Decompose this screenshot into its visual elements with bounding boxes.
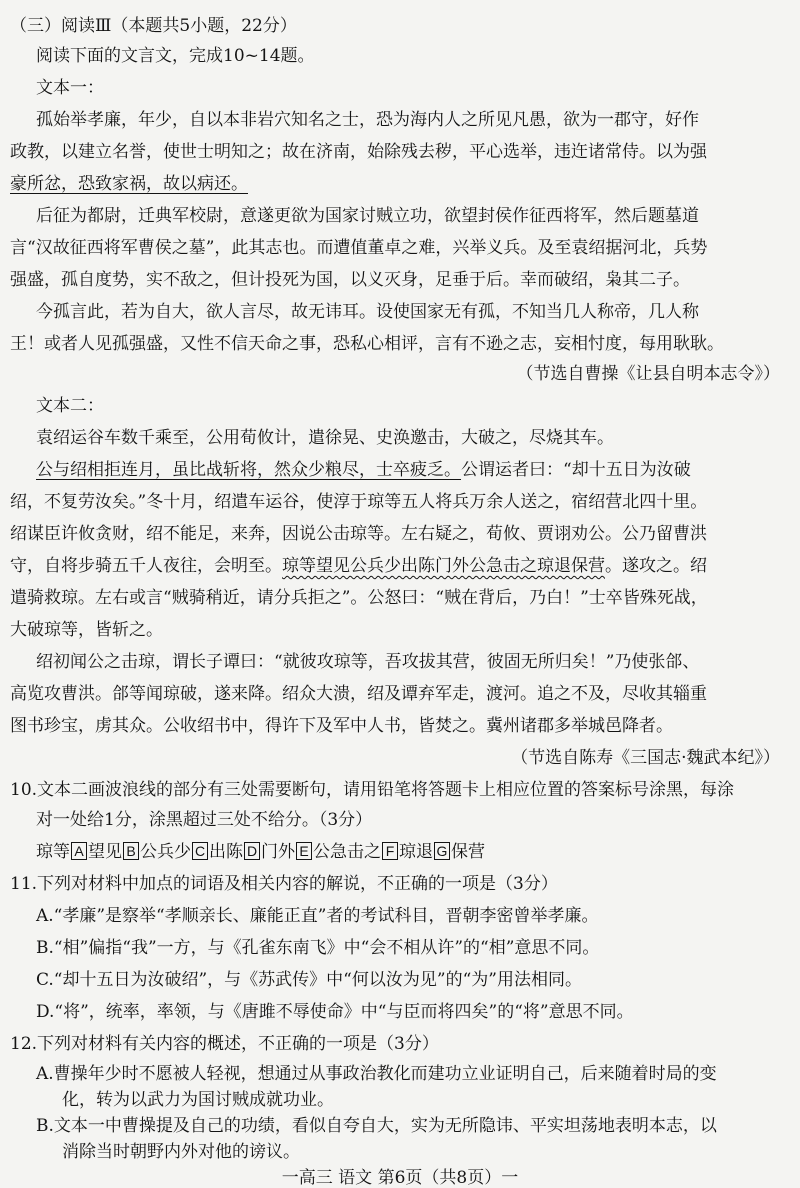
text2-label: 文本二： — [36, 396, 104, 416]
q10-stem: 10.文本二画波浪线的部分有三处需要断句，请用铅笔将答题卡上相应位置的答案标号涂黑，每涂 — [10, 780, 735, 800]
section-header: （三）阅读Ⅲ（本题共5小题，22分） — [10, 16, 297, 36]
option-box-g[interactable]: G — [434, 842, 450, 860]
text2-line: 绍，不复劳汝矣。”冬十月，绍遣车运谷，使淳于琼等五人将兵万余人送之，宿绍营北四十里。 — [10, 492, 708, 512]
text1-line: 孤始举孝廉，年少，自以本非岩穴知名之士，恐为海内人之所见凡愚，欲为一郡守，好作 — [36, 110, 699, 130]
option-box-f[interactable]: F — [382, 842, 398, 860]
text2-line: 公与绍相拒连月，虽比战斩将，然众少粮尽，士卒疲乏。公谓运者曰：“却十五日为汝破 — [36, 460, 691, 480]
instruction: 阅读下面的文言文，完成10~14题。 — [36, 46, 315, 66]
q11-option-d: D.“将”，统率，率领，与《唐雎不辱使命》中“与臣而将四矣”的“将”意思不同。 — [36, 1002, 634, 1022]
q12-option-b: B.文本一中曹操提及自己的功绩，看似自夸自大，实为无所隐讳、平实坦荡地表明本志，以 — [36, 1116, 717, 1136]
text1-line: 后征为都尉，迁典军校尉，意遂更欲为国家讨贼立功，欲望封侯作征西将军，然后题墓道 — [36, 206, 699, 226]
q12-option-a: A.曹操年少时不愿被人轻视，想通过从事政治教化而建功立业证明自己，后来随着时局的变 — [36, 1064, 717, 1084]
text1-line: 王！或者人见孤强盛，又性不信天命之事，恐私心相评，言有不逊之志，妄相忖度，每用耿耿。 — [10, 334, 724, 354]
q11-option-a: A.“孝廉”是察举“孝顺亲长、廉能正直”者的考试科目，晋朝李密曾举孝廉。 — [36, 906, 599, 926]
text2-line: 遣骑救琼。左右或言“贼骑稍近，请分兵拒之”。公怒曰：“贼在背后，乃白！”士卒皆殊死战， — [10, 588, 708, 608]
option-box-b[interactable]: B — [123, 842, 139, 860]
text1-line-underlined: 豪所忿，恐致家祸，故以病还。 — [10, 174, 248, 194]
underlined-sentence: 公与绍相拒连月，虽比战斩将，然众少粮尽，士卒疲乏。 — [36, 460, 461, 480]
page-footer: 一高三 语文 第6页（共8页）一 — [281, 1168, 519, 1188]
q11-stem: 11.下列对材料中加点的词语及相关内容的解说，不正确的一项是（3分） — [10, 874, 558, 894]
q10-stem-cont: 对一处给1分，涂黑超过三处不给分。（3分） — [36, 810, 373, 830]
q11-option-b: B.“相”偏指“我”一方，与《孔雀东南飞》中“会不相从许”的“相”意思不同。 — [36, 938, 600, 958]
text2-line: 守，自将步骑五千人夜往，会明至。琼等望见公兵少出陈门外公急击之琼退保营。遂攻之。绍 — [10, 556, 707, 576]
q11-option-c: C.“却十五日为汝破绍”，与《苏武传》中“何以汝为见”的“为”用法相同。 — [36, 970, 582, 990]
text2-line: 高览攻曹洪。郃等闻琼破，遂来降。绍众大溃，绍及谭弃军走，渡河。追之不及，尽收其辎重 — [10, 684, 707, 704]
q10-segments: 琼等 A 望见 B 公兵少 C 出陈 D 门外 E 公急击之 F 琼退 G 保营 — [36, 842, 485, 862]
text1-line: 言“汉故征西将军曹侯之墓”，此其志也。而遭值董卓之难，兴举义兵。及至袁绍据河北，兵势 — [10, 238, 708, 258]
text2-line: 绍初闻公之击琼，谓长子谭曰：“就彼攻琼等，吾攻拔其营，彼固无所归矣！”乃使张郃、 — [36, 652, 700, 672]
option-box-c[interactable]: C — [192, 842, 208, 860]
text2-line: 大破琼等，皆斩之。 — [10, 620, 163, 640]
text1-label: 文本一： — [36, 78, 104, 98]
option-box-e[interactable]: E — [296, 842, 312, 860]
text2-line: 绍谋臣许攸贪财，绍不能足，来奔，因说公击琼等。左右疑之，荀攸、贾诩劝公。公乃留曹洪 — [10, 524, 707, 544]
wavy-line-passage: 琼等望见公兵少出陈门外公急击之琼退保营 — [282, 556, 605, 576]
text2-source: （节选自陈寿《三国志·魏武本纪》） — [511, 748, 780, 768]
text1-line: 今孤言此，若为自大，欲人言尽，故无讳耳。设使国家无有孤，不知当几人称帝，几人称 — [36, 302, 699, 322]
option-box-d[interactable]: D — [244, 842, 260, 860]
text1-line: 政教，以建立名誉，使世士明知之；故在济南，始除残去秽，平心选举，违迕诸常侍。以为强 — [10, 142, 707, 162]
q12-option-a-cont: 化，转为以武力为国讨贼成就功业。 — [62, 1090, 334, 1110]
option-box-a[interactable]: A — [71, 842, 87, 860]
text1-source: （节选自曹操《让县自明本志令》） — [516, 364, 780, 384]
text2-line: 袁绍运谷车数千乘至，公用荀攸计，遣徐晃、史涣邀击，大破之，尽烧其车。 — [36, 428, 614, 448]
text1-line: 强盛，孤自度势，实不敌之，但计投死为国，以义灭身，足垂于后。幸而破绍，枭其二子。 — [10, 270, 690, 290]
text2-line: 图书珍宝，虏其众。公收绍书中，得许下及军中人书，皆焚之。冀州诸郡多举城邑降者。 — [10, 716, 673, 736]
q12-stem: 12.下列对材料有关内容的概述，不正确的一项是（3分） — [10, 1034, 439, 1054]
q12-option-b-cont: 消除当时朝野内外对他的谤议。 — [62, 1142, 300, 1162]
